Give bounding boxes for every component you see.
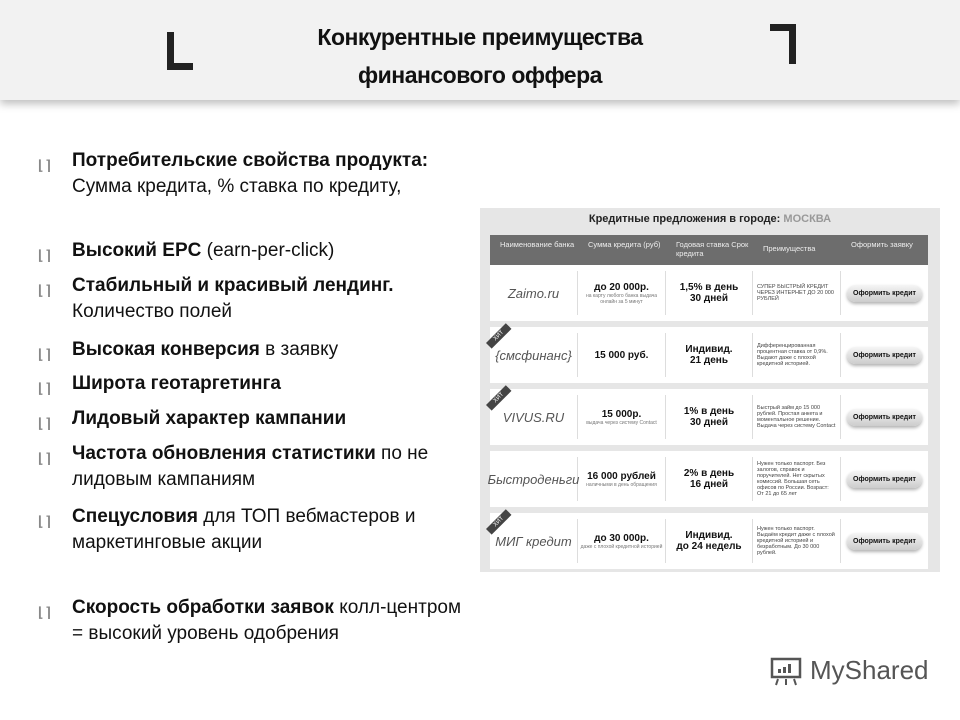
benefits-cell: Нужен только паспорт. Выдаём кредит даже с плохой кредитной историей и безработным. До 30 000 рублей.: [753, 519, 841, 563]
bullet-rest: в заявку: [259, 339, 339, 360]
bank-cell: [490, 271, 578, 315]
presentation-board-icon: [768, 656, 804, 686]
bullet-text: [72, 441, 472, 493]
table-row: [490, 327, 928, 383]
apply-credit-button[interactable]: Оформить кредит: [847, 471, 922, 488]
amount-note: даже с плохой кредитной историей: [580, 543, 663, 550]
rate-cell: [666, 271, 753, 315]
title-line-1: Конкурентные преимущества: [317, 24, 643, 50]
amount-note: наличными в день обращения: [586, 481, 657, 488]
table-row: [490, 265, 928, 321]
term: 30 дней: [690, 417, 728, 428]
bullet-bold: Высокая конверсия: [72, 339, 260, 360]
bracket-bullet-icon: ⌊⌉: [36, 283, 53, 299]
bullet-bold: Широта геотаргетинга: [72, 373, 281, 394]
bracket-bullet-icon: ⌊⌉: [36, 416, 53, 432]
amount-cell: [578, 333, 666, 377]
rate-cell: [666, 333, 753, 377]
apply-cell: [841, 333, 928, 377]
bullet-bold: Частота обновления статистики: [72, 443, 376, 464]
bracket-bullet-icon: ⌊⌉: [36, 605, 53, 621]
rate: 1% в день: [683, 406, 735, 417]
bracket-bullet-icon: ⌊⌉: [36, 381, 53, 397]
table-title-text: Кредитные предложения в городе:: [588, 213, 781, 225]
table-city: МОСКВА: [783, 213, 832, 225]
amount: до 20 000р.: [594, 281, 649, 293]
apply-credit-button[interactable]: Оформить кредит: [847, 347, 922, 364]
bullet-rest: по не лидовым кампаниям: [72, 443, 429, 490]
rate-cell: [666, 457, 753, 501]
amount: до 30 000р.: [594, 532, 649, 544]
benefits-cell: Быстрый займ до 15 000 рублей. Простая анкета и моментальное решение. Выдача через систему Contact: [753, 395, 841, 439]
amount-note: выдача через систему Contact: [586, 419, 657, 426]
bullet-rest: Количество полей: [72, 301, 233, 322]
term: 16 дней: [690, 479, 728, 490]
bracket-bullet-icon: ⌊⌉: [36, 514, 53, 530]
amount: 16 000 рублей: [587, 470, 656, 482]
bullet-text: [72, 595, 472, 647]
myshared-watermark: [768, 655, 929, 686]
rate: 1,5% в день: [679, 282, 739, 293]
bullet-text: [72, 273, 472, 325]
title-line-2: финансового оффера: [358, 62, 602, 88]
term: 30 дней: [690, 293, 728, 304]
watermark-text: MyShared: [810, 655, 929, 685]
amount-cell: [578, 271, 666, 315]
bracket-bullet-icon: ⌊⌉: [36, 347, 53, 363]
benefits-cell: Дифференцированная процентная ставка от 0,9%. Выдают даже с плохой кредитной историей.: [753, 333, 841, 377]
term: 21 день: [690, 355, 728, 366]
bullet-bold: Стабильный и красивый лендинг.: [72, 275, 394, 296]
rate: 2% в день: [683, 468, 735, 479]
benefits-cell: СУПЕР БЫСТРЫЙ КРЕДИТ ЧЕРЕЗ ИНТЕРНЕТ ДО 20 000 РУБЛЕЙ: [753, 271, 841, 315]
slide-title: [0, 18, 960, 94]
rate-cell: [666, 395, 753, 439]
bullet-text: [72, 504, 472, 556]
table-row: [487, 451, 928, 507]
bullet-text: [72, 371, 472, 397]
slide-header: [0, 0, 960, 100]
bullet-rest: колл-центром = высокий уровень одобрения: [72, 597, 462, 644]
apply-cell: [841, 271, 928, 315]
credit-offers-table-image: [480, 208, 940, 572]
bullet-text: [72, 148, 472, 200]
table-header: [490, 235, 928, 265]
bullet-text: [72, 406, 472, 432]
apply-cell: [841, 519, 928, 563]
term: до 24 недель: [676, 541, 742, 552]
rate-cell: [666, 519, 753, 563]
col-header: Преимущества: [763, 244, 816, 253]
bullet-bold: Спецусловия: [72, 506, 198, 527]
bank-logo: VIVUS.RU: [502, 409, 565, 425]
apply-cell: [841, 395, 928, 439]
amount: 15 000р.: [601, 408, 642, 420]
bullet-text: [72, 238, 472, 264]
table-title: [480, 208, 940, 225]
apply-credit-button[interactable]: Оформить кредит: [847, 533, 922, 550]
table-row: [490, 513, 928, 569]
bank-cell: [490, 395, 578, 439]
amount-cell: [578, 519, 666, 563]
bullet-bold: Потребительские свойства продукта:: [72, 150, 429, 171]
amount: 15 000 руб.: [594, 349, 649, 361]
bracket-bullet-icon: ⌊⌉: [36, 158, 53, 174]
col-header: Сумма кредита (руб): [588, 240, 661, 249]
apply-credit-button[interactable]: Оформить кредит: [847, 409, 922, 426]
rate: Индивид.: [685, 530, 733, 541]
bullet-rest: (earn-per-click): [201, 240, 335, 261]
amount-cell: [578, 457, 666, 501]
amount-cell: [578, 395, 666, 439]
hit-badge: ХИТ: [486, 509, 511, 534]
hit-badge: ХИТ: [486, 385, 511, 410]
apply-credit-button[interactable]: Оформить кредит: [847, 285, 922, 302]
bank-cell: [490, 333, 578, 377]
bank-logo: МИГ кредит: [495, 533, 572, 549]
benefits-cell: Нужен только паспорт. Без залогов, справок и поручителей. Нет скрытых комиссий. Большая сеть офисов по России. Возраст: От 21 до 65 лет: [753, 457, 841, 501]
bullet-text: [72, 337, 472, 363]
rate: Индивид.: [685, 344, 733, 355]
bullet-bold: Лидовый характер кампании: [72, 408, 347, 429]
hit-badge: ХИТ: [486, 323, 511, 348]
bullet-bold: Высокий EPC: [72, 240, 202, 261]
bank-logo: Быстроденьги: [487, 471, 580, 487]
apply-cell: [841, 457, 928, 501]
col-header: Наименование банка: [500, 240, 575, 249]
col-header: Годовая ставка Срок кредита: [676, 240, 749, 258]
table-row: [490, 389, 928, 445]
bank-logo: Zaimo.ru: [507, 285, 560, 301]
bullet-rest: для ТОП вебмастеров и маркетинговые акции: [72, 506, 416, 553]
bracket-bullet-icon: ⌊⌉: [36, 248, 53, 264]
amount-note: на карту любого банка выдача онлайн за 5 минут: [585, 292, 658, 305]
bank-cell: [490, 519, 578, 563]
bullet-rest: Сумма кредита, % ставка по кредиту,: [72, 176, 402, 197]
bank-cell: [487, 457, 580, 501]
bullet-bold: Скорость обработки заявок: [72, 597, 334, 618]
bracket-bullet-icon: ⌊⌉: [36, 451, 53, 467]
col-header: Оформить заявку: [851, 240, 913, 249]
bank-logo: {смсфинанс}: [495, 347, 572, 363]
